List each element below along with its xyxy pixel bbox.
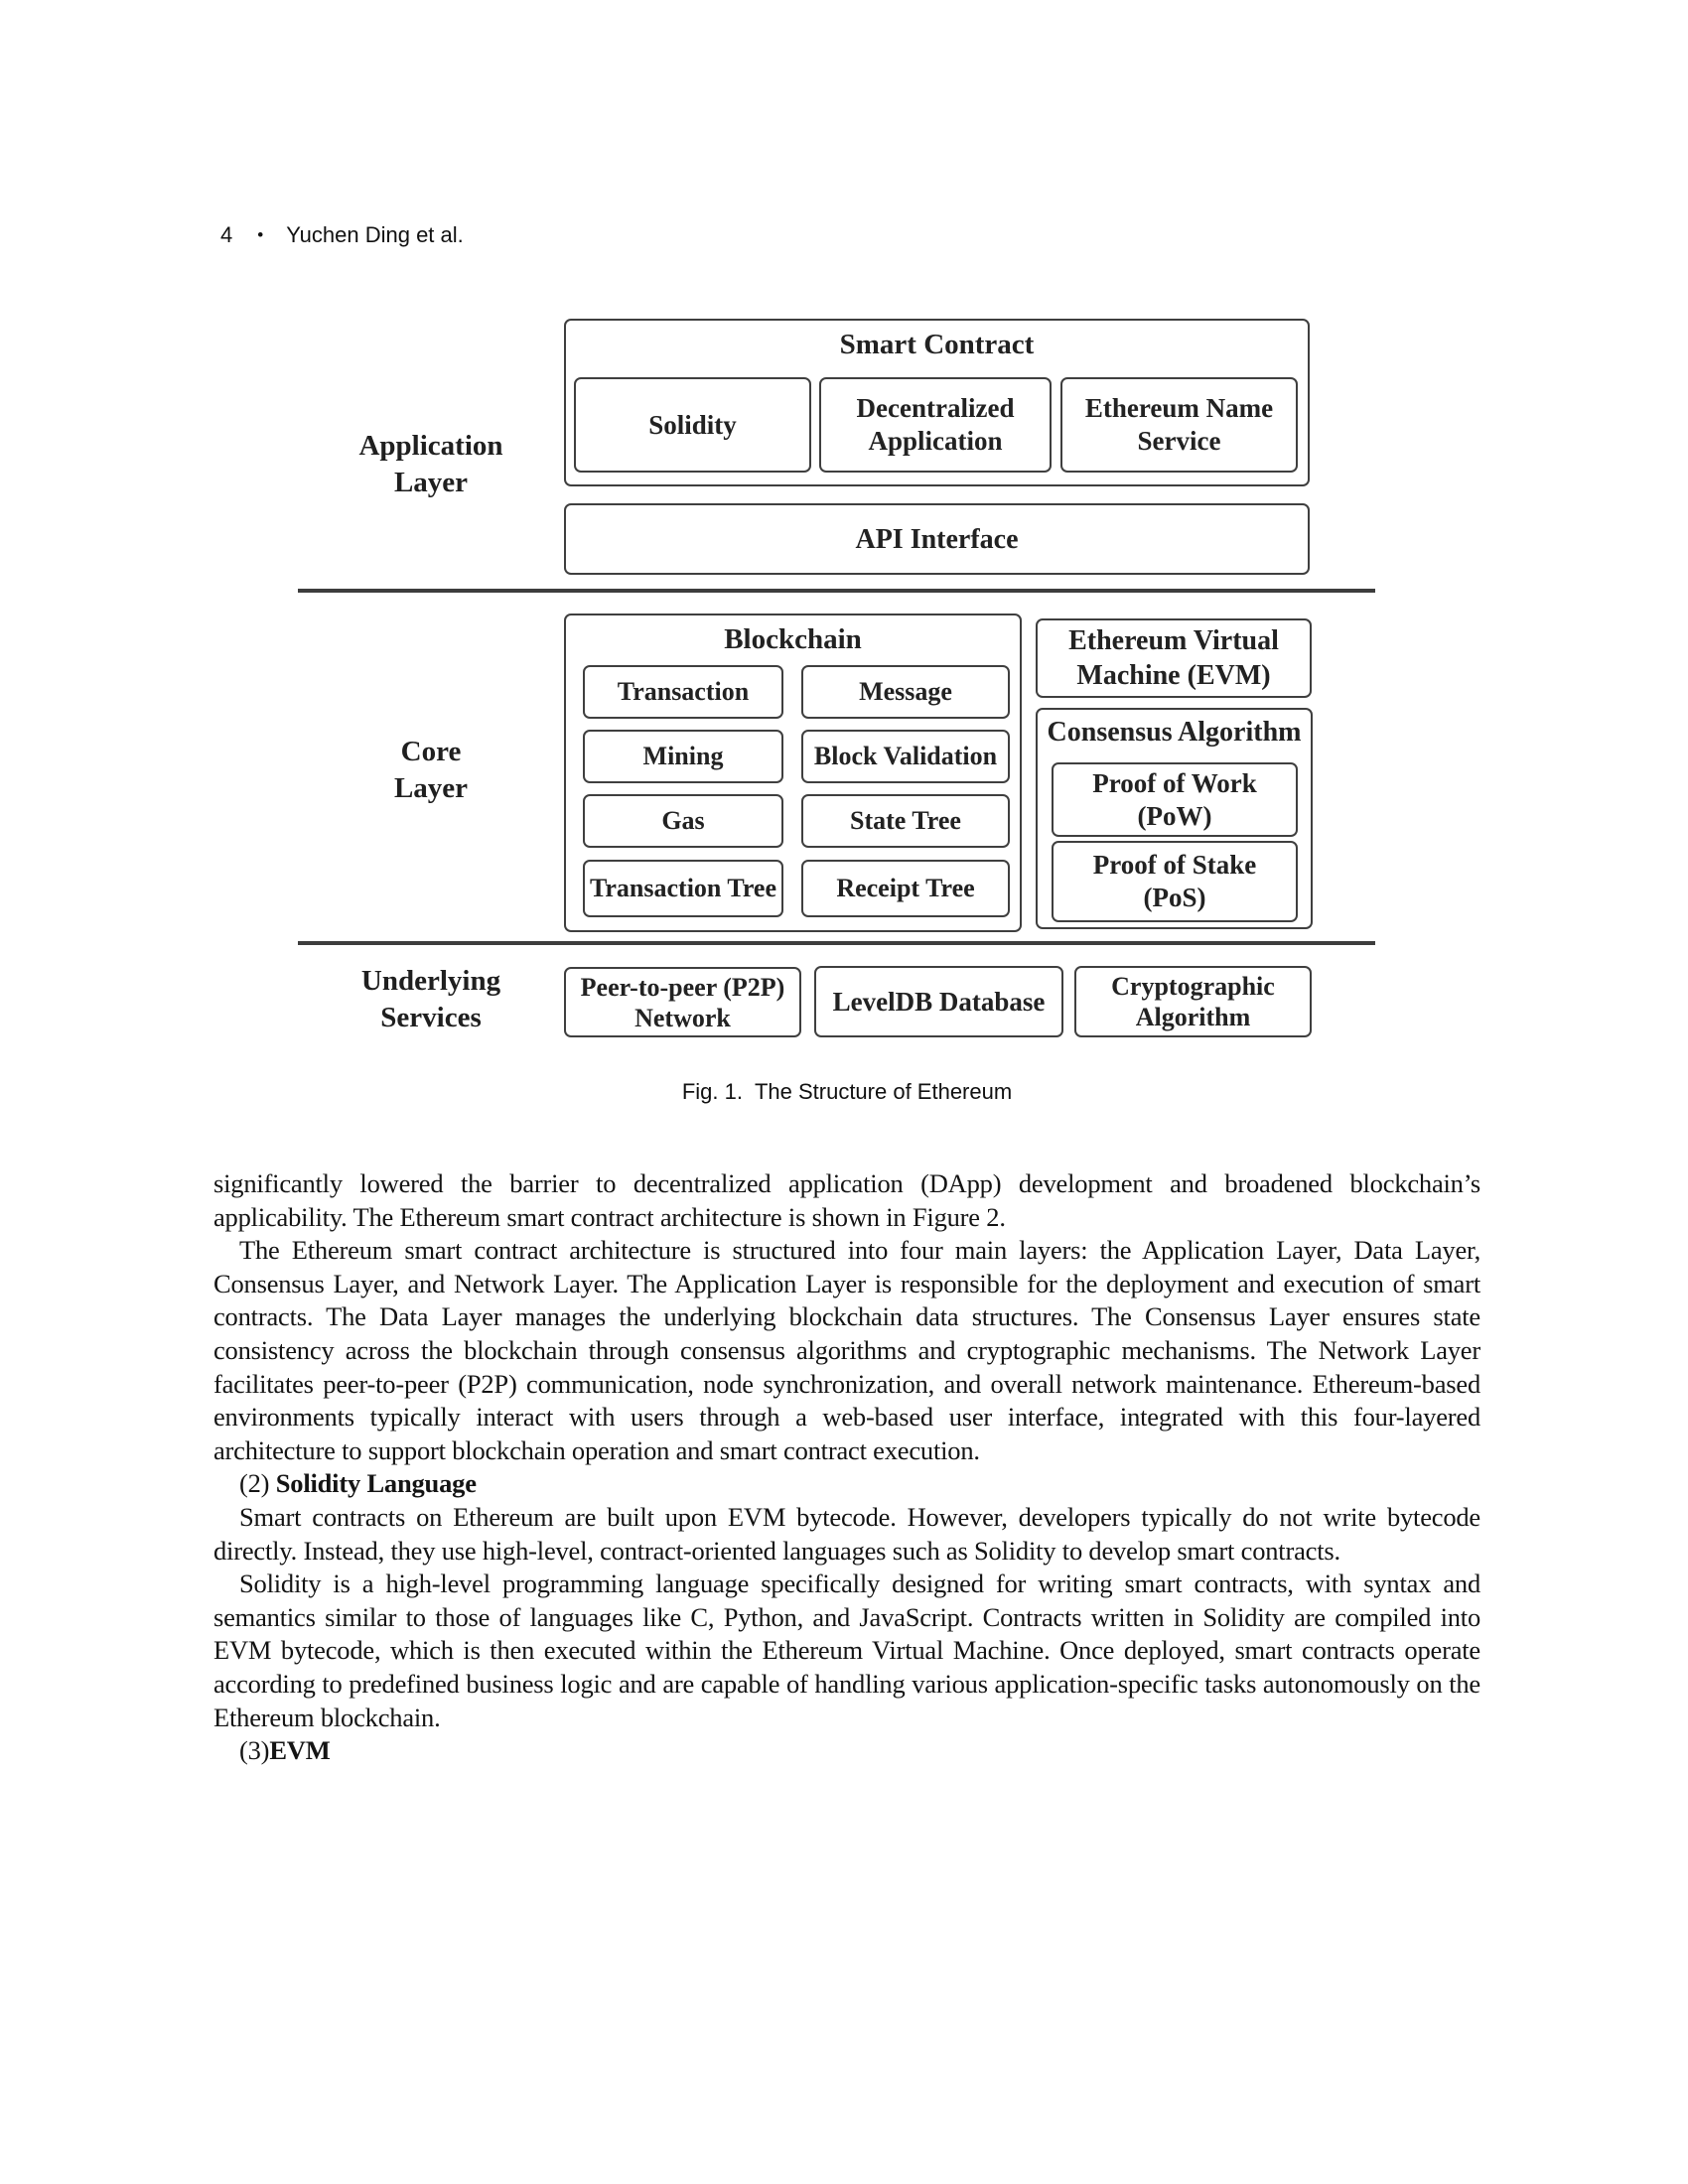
paragraph-architecture: The Ethereum smart contract architecture is structured into four main layers: the Application Layer, Data Layer, Consensus Layer, and Network Layer. The Application Layer is responsible for the deployment and execution of smart contracts. The Data Layer manages the underlying blockchain data structures. The Consensus Layer ensures state consistency across the blockchain through consensus algorithms and cryptographic mechanisms. The Network Layer facilitates peer-to-peer (P2P) communication, node synchronization, and overall network maintenance. Ethereum-based environments typically interact with users through a web-based user interface, integrated with this four-layered architecture to support blockchain operation and smart contract execution. xyxy=(213,1235,1480,1465)
consensus-algorithm-title: Consensus Algorithm xyxy=(1047,717,1302,748)
bullet-separator-icon: • xyxy=(257,225,264,244)
message-box: Message xyxy=(801,665,1010,719)
api-interface-box: API Interface xyxy=(564,503,1310,575)
paragraph-solidity-detail: Solidity is a high-level programming language specifically designed for writing smart contracts, with syntax and semantics similar to those of languages like C, Python, and JavaScript. Contracts written in Solidity are compiled into EVM bytecode, which is then executed within the Ethereum Virtual Machine. Once deployed, smart contracts operate according to predefined business logic and are capable of handling various application-specific tasks autonomously on the Ethereum blockchain. xyxy=(213,1569,1480,1732)
state-tree-box: State Tree xyxy=(801,794,1010,848)
cryptographic-algorithm-box: Cryptographic Algorithm xyxy=(1074,966,1312,1037)
smart-contract-title: Smart Contract xyxy=(839,329,1035,360)
layer-divider-bottom xyxy=(298,941,1375,945)
receipt-tree-box: Receipt Tree xyxy=(801,860,1010,917)
transaction-tree-box: Transaction Tree xyxy=(583,860,783,917)
page-number: 4 xyxy=(220,222,233,247)
decentralized-application-box: Decentralized Application xyxy=(819,377,1052,473)
evm-box: Ethereum Virtual Machine (EVM) xyxy=(1036,618,1312,698)
mining-box: Mining xyxy=(583,730,783,783)
leveldb-database-box: LevelDB Database xyxy=(814,966,1063,1037)
figure-caption xyxy=(213,1079,1480,1105)
layer-divider-top xyxy=(298,589,1375,593)
blockchain-title: Blockchain xyxy=(724,623,862,655)
header-authors: Yuchen Ding et al. xyxy=(286,222,464,247)
section-heading-evm: (3)EVM xyxy=(239,1735,331,1766)
transaction-box: Transaction xyxy=(583,665,783,719)
paragraph-bytecode: Smart contracts on Ethereum are built upon EVM bytecode. However, developers typically do not write bytecode directly. Instead, they use high-level, contract-oriented languages such as Solidity to develop smart contracts. xyxy=(213,1501,1480,1566)
body-text xyxy=(213,1167,1480,1768)
proof-of-work-box: Proof of Work (PoW) xyxy=(1052,762,1298,837)
ethereum-name-service-box: Ethereum Name Service xyxy=(1060,377,1298,473)
proof-of-stake-box: Proof of Stake (PoS) xyxy=(1052,841,1298,922)
block-validation-box: Block Validation xyxy=(801,730,1010,783)
figure-caption-text: The Structure of Ethereum xyxy=(754,1079,1013,1104)
gas-box: Gas xyxy=(583,794,783,848)
core-layer-label: Core Layer xyxy=(393,736,469,804)
figure-caption-label: Fig. 1. xyxy=(681,1079,743,1104)
underlying-services-label: Underlying Services xyxy=(360,965,501,1033)
section-heading-solidity: (2) Solidity Language xyxy=(239,1468,477,1499)
solidity-box: Solidity xyxy=(574,377,811,473)
paragraph-continuation: significantly lowered the barrier to decentralized application (DApp) development and broadened blockchain’s applicability. The Ethereum smart contract architecture is shown in Figure 2. xyxy=(213,1168,1480,1232)
p2p-network-box: Peer-to-peer (P2P) Network xyxy=(564,967,801,1037)
application-layer-label: Application Layer xyxy=(358,430,503,498)
